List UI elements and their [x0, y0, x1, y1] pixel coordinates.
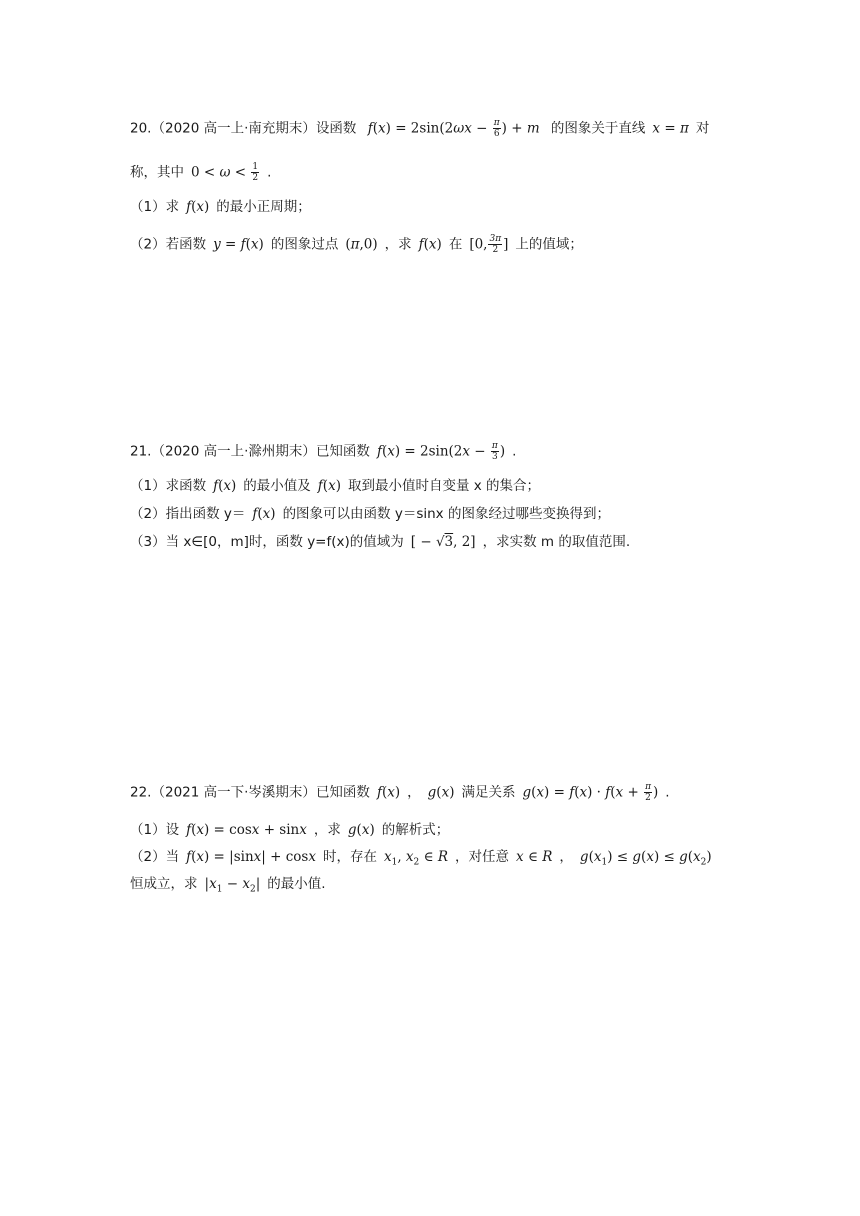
fraction: $\frac{\pi}{6}$ — [493, 118, 500, 139]
problem-22-line-3: 恒成立，求 $|x_1 - x_2|$ 的最小值. — [130, 876, 326, 895]
problem-21-q3: （3）当 x∈[0，m]时，函数 y=f(x)的值域为 [ − √3, 2] ，求实数 m 的取值范围. — [130, 534, 631, 550]
problem-21-q2: （2）指出函数 y＝ f(x) 的图象可以由函数 y＝sinx 的图象经过哪些变换得到； — [130, 506, 610, 522]
problem-22-q2: （2）当 f(x) = |sinx| + cosx 时，存在 $x_1$, $x_2$ ∈ R ，对任意 x ∈ R ， $g(x_1) \le g(x) \le g(x_2)$ — [130, 849, 712, 868]
formula: f — [367, 120, 373, 137]
problem-source: （2020 高一上·滁州期末） — [151, 443, 316, 460]
problem-number: 22. — [130, 784, 152, 801]
problem-21-q1: （1）求函数 f(x) 的最小值及 f(x) 取到最小值时自变量 x 的集合； — [130, 478, 541, 494]
problem-number: 20. — [130, 120, 152, 137]
fraction: $\frac{3\pi}{2}$ — [489, 234, 502, 255]
problem-20-q1: （1）求 f(x) 的最小正周期； — [130, 199, 311, 215]
fraction: $\frac{1}{2}$ — [252, 162, 259, 183]
problem-number: 21. — [130, 443, 152, 460]
problem-21-line-1: 21.（2020 高一上·滁州期末）已知函数 f(x) = 2sin(2x − $\frac{\pi}{3}$ ) . — [130, 441, 517, 462]
problem-20-line-2: 称，其中 0 < ω < $\frac{1}{2}$ . — [130, 162, 272, 183]
fraction: $\frac{\pi}{2}$ — [645, 782, 651, 803]
problem-source: （2020 高一上·南充期末） — [151, 120, 316, 137]
problem-20-q2: （2）若函数 y = f(x) 的图象过点 (π,0) ，求 f(x) 在 [0, $\frac{3\pi}{2}$ ] 上的值域； — [130, 234, 583, 255]
problem-source: （2021 高一下·岑溪期末） — [151, 784, 316, 801]
fraction: $\frac{\pi}{3}$ — [491, 441, 498, 462]
problem-20-line-1: 20.（2020 高一上·南充期末）设函数 f(x) = 2sin(2ωx − $\frac{\pi}{6}$ ) + m 的图象关于直线 x = π 对 — [130, 118, 710, 139]
problem-22-q1: （1）设 f(x) = cosx + sinx ，求 g(x) 的解析式； — [130, 822, 450, 838]
problem-22-line-1: 22.（2021 高一下·岑溪期末）已知函数 f(x) ， g(x) 满足关系 g(x) = f(x) · f(x + $\frac{\pi}{2}$ ) . — [130, 782, 670, 803]
